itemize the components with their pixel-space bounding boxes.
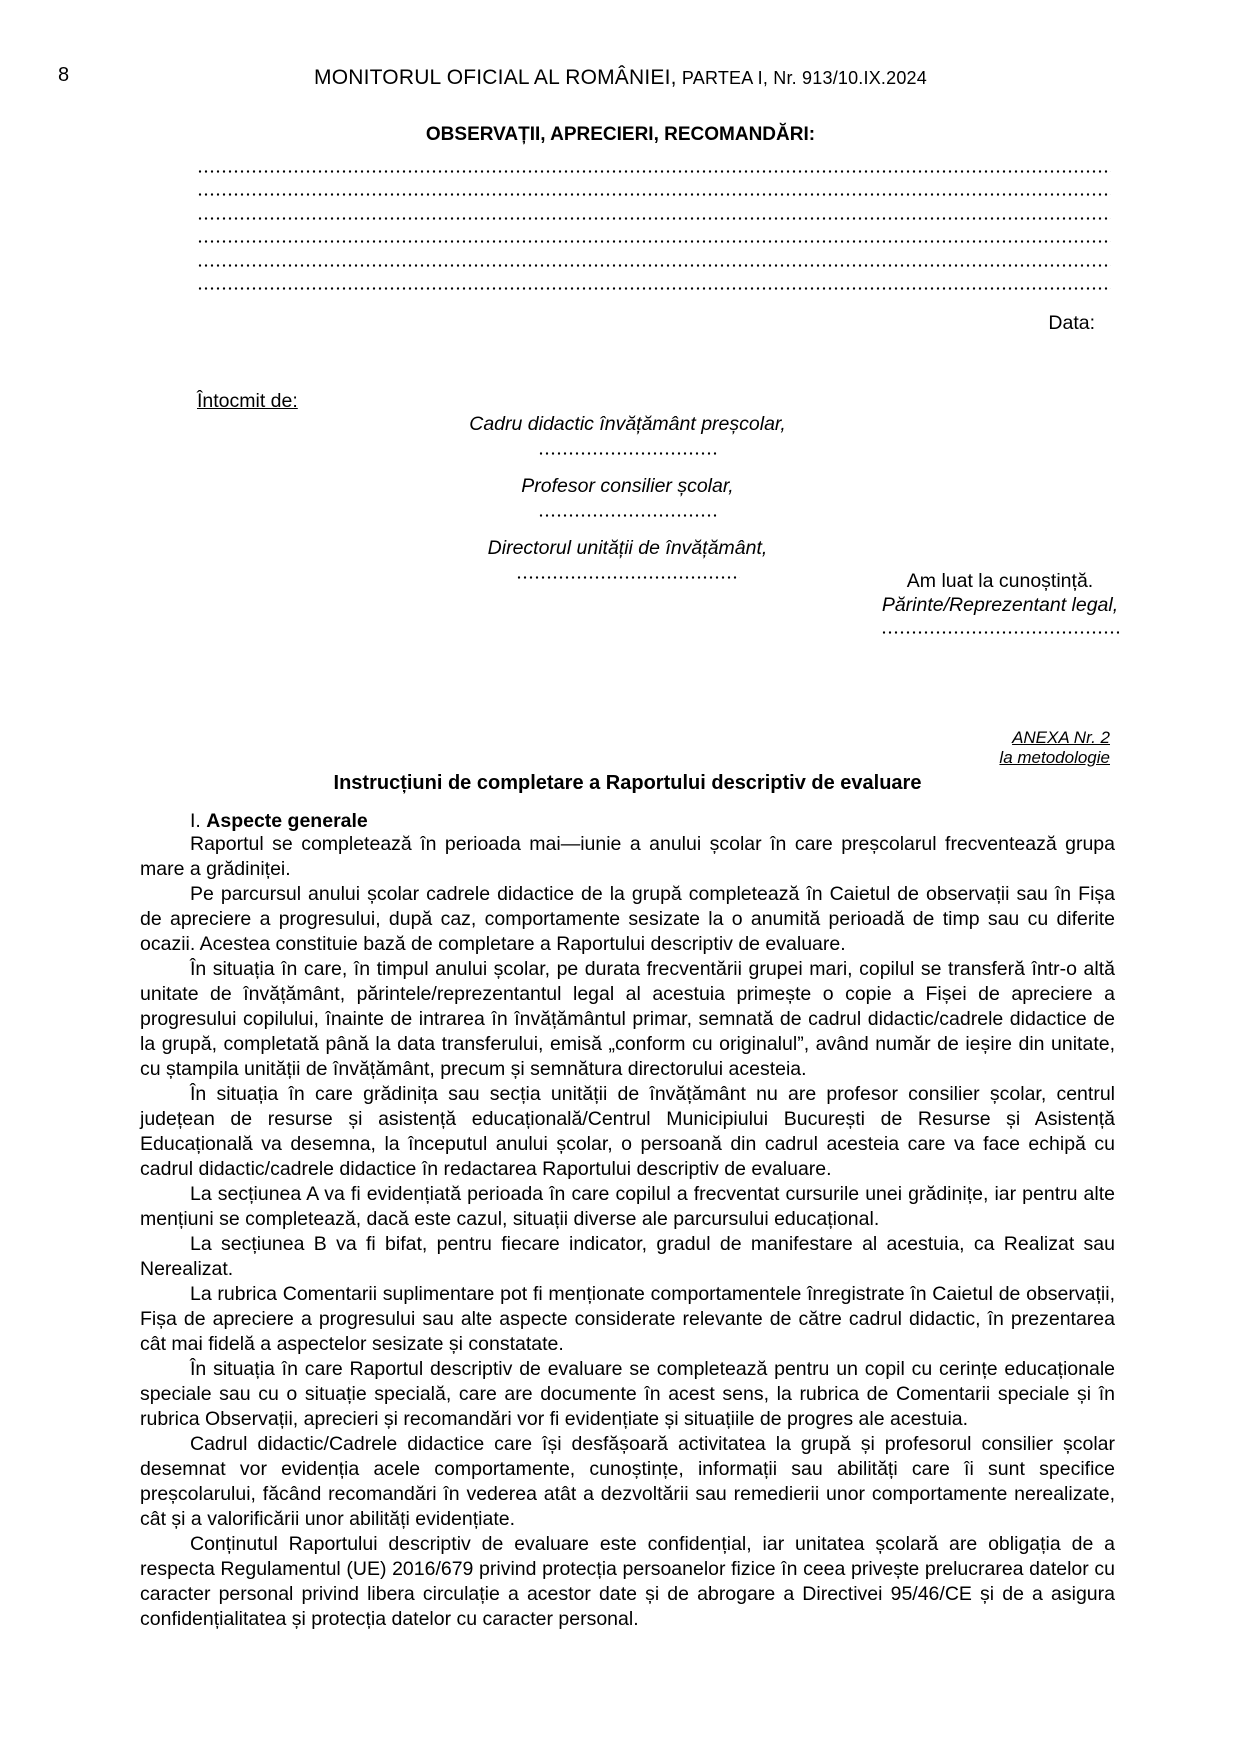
- dotted-line: [197, 170, 1111, 173]
- body-paragraph: Conținutul Raportului descriptiv de evaluare este confidențial, iar unitatea școlară are obligația de a respecta Regulamentul (UE) 2016/679 privind protecția persoanelor fizice în ceea privește prelucrarea datelor cu caracter personal privind libera circulație a acestor date și de abrogare a Directivei 95/46/CE și de a asigura confidențialitatea și protecția datelor cu caracter personal.: [140, 1533, 1115, 1630]
- dotted-line: [197, 264, 1111, 267]
- body-paragraph: Cadrul didactic/Cadrele didactice care își desfășoară activitatea la grupă și profesorul consilier școlar desemnat vor evidenția acele comportamente, cunoștințe, informații sau abilități care îi sunt specifice preșcolarului, făcând recomandări în vederea atât a dezvoltării sau remedierii unor comportamente nerealizate, cât și a valorificării unor abilități evidențiate.: [140, 1433, 1115, 1530]
- body-paragraph: Raportul se completează în perioada mai—iunie a anului școlar în care preșcolarul frecventează grupa mare a grădiniței.: [140, 833, 1115, 880]
- instructions-body: [140, 832, 1115, 1632]
- observations-heading: OBSERVAȚII, APRECIERI, RECOMANDĂRI:: [425, 124, 816, 145]
- signature-dotted-line: [881, 631, 1119, 634]
- journal-header: [0, 66, 1241, 90]
- signature-role-school-director: Directorul unității de învățământ,: [487, 537, 768, 559]
- body-paragraph: La secțiunea B va fi bifat, pentru fiecare indicator, gradul de manifestare al acestuia, ca Realizat sau Nerealizat.: [140, 1233, 1115, 1280]
- body-paragraph: La rubrica Comentarii suplimentare pot fi menționate comportamentele înregistrate în Caietul de observații, Fișa de apreciere a progresului sau alte aspecte considerate relevante de către cadrul didactic, în prezentarea cât mai fidelă a aspectelor sesizate și constatate.: [140, 1283, 1115, 1355]
- signature-role-school-counselor: Profesor consilier școlar,: [521, 475, 734, 497]
- dotted-line: [197, 193, 1111, 196]
- annex-reference: [999, 728, 1110, 768]
- annex-number: ANEXA Nr. 2: [1012, 728, 1110, 747]
- instructions-title: Instrucțiuni de completare a Raportului descriptiv de evaluare: [333, 772, 922, 794]
- date-label: Data:: [1048, 312, 1095, 334]
- body-paragraph: La secțiunea A va fi evidențiată perioada în care copilul a frecventat cursurile unei grădinițe, iar pentru alte mențiuni se completează, dacă este cazul, situații diverse ale parcursului educațional.: [140, 1183, 1115, 1230]
- journal-issue: PARTEA I, Nr. 913/10.IX.2024: [676, 68, 927, 88]
- body-paragraph: În situația în care, în timpul anului școlar, pe durata frecventării grupei mari, copilul se transferă într-o altă unitate de învățământ, părintele/reprezentantul legal al acestuia primește o copie a Fișei de apreciere a progresului copilului, înainte de intrarea în învățământul primar, semnată de cadrul didactic/cadrele didactice de la grupă, completată până la data transferului, emisă „conform cu originalul”, având număr de ieșire din unitate, cu ștampila unității de învățământ, precum și semnătura directorului acesteia.: [140, 958, 1115, 1080]
- acknowledgement-text: Am luat la cunoștință.: [906, 570, 1094, 592]
- dotted-line: [197, 217, 1111, 220]
- section-heading: [140, 810, 1115, 833]
- body-paragraph: Pe parcursul anului școlar cadrele didactice de la grupă completează în Caietul de observații sau în Fișa de apreciere a progresului, după caz, comportamente sesizate la o anumită perioadă de timp sau cu diferite ocazii. Acestea constituie bază de completare a Raportului descriptiv de evaluare.: [140, 883, 1115, 955]
- signature-dotted-line: [140, 452, 1115, 476]
- journal-title: MONITORUL OFICIAL AL ROMÂNIEI,: [314, 66, 677, 89]
- section-title: Aspecte generale: [206, 810, 368, 832]
- acknowledgement-block: [820, 570, 1180, 634]
- signature-role-preschool-teacher: Cadru didactic învățământ preșcolar,: [469, 413, 786, 435]
- body-paragraph: În situația în care grădinița sau secția unității de învățământ nu are profesor consilier școlar, centrul județean de resurse și asistență educațională/Centrul Municipiului București de Resurse și Asistență Educațională va desemna, la începutul anului școlar, o persoană din cadrul acesteia care va face echipă cu cadrul didactic/cadrele didactice în redactarea Raportului descriptiv de evaluare.: [140, 1083, 1115, 1180]
- signature-dotted-line: [140, 514, 1115, 538]
- dotted-line: [197, 240, 1111, 243]
- acknowledgement-signer: Părinte/Reprezentant legal,: [881, 593, 1119, 616]
- dotted-line: [197, 287, 1111, 290]
- annex-target: la metodologie: [999, 748, 1110, 767]
- section-number: I.: [190, 810, 201, 832]
- body-paragraph: În situația în care Raportul descriptiv de evaluare se completează pentru un copil cu cerințe educaționale speciale sau cu o situație specială, care are documente în acest sens, la rubrica de Comentarii speciale și în rubrica Observații, aprecieri și recomandări vor fi evidențiate și situațiile de progres ale acestuia.: [140, 1358, 1115, 1430]
- prepared-by-label: Întocmit de:: [197, 390, 298, 412]
- page-number: 8: [58, 64, 70, 86]
